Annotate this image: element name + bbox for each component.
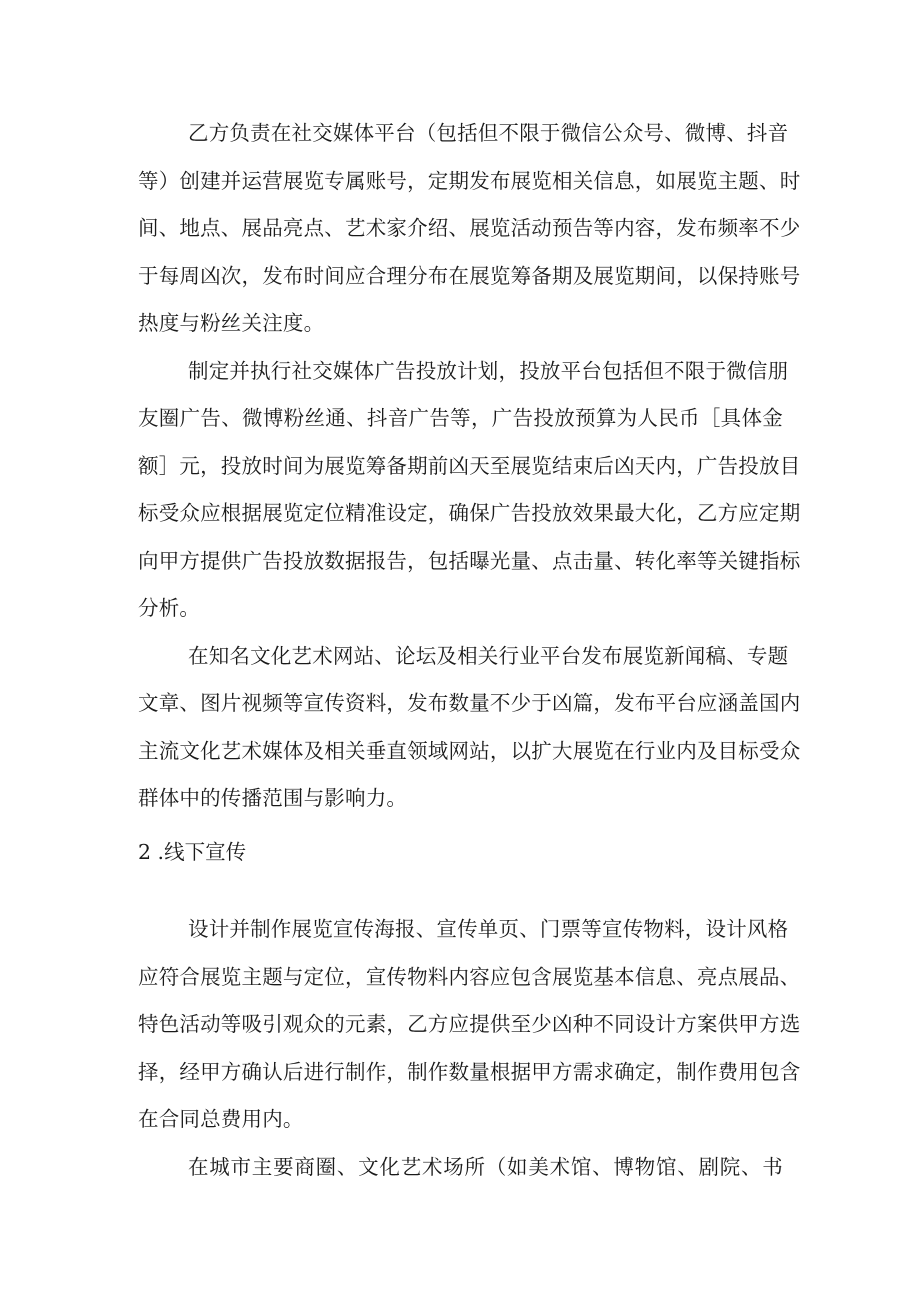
text-line: 应符合展览主题与定位，宣传物料内容应包含展览基本信息、亮点展品、 [138, 964, 801, 989]
paragraph-print-materials [138, 906, 801, 1144]
text-line: 群体中的传播范围与影响力。 [138, 786, 408, 810]
paragraph-venue-placement [138, 1144, 783, 1192]
text-line: 主流文化艺术媒体及相关垂直领域网站，以扩大展览在行业内及目标受众 [138, 738, 801, 763]
text-line: 文章、图片视频等宣传资料，发布数量不少于凶篇，发布平台应涵盖国内 [138, 691, 801, 715]
text-line: 设计并制作展览宣传海报、宣传单页、门票等宣传物料，设计风格 [188, 917, 789, 941]
text-line: 等）创建并运营展览专属账号，定期发布展览相关信息，如展览主题、时 [138, 168, 801, 193]
document-page [138, 110, 801, 1191]
text-line: 制定并执行社交媒体广告投放计划，投放平台包括但不限于微信朋 [188, 358, 789, 383]
text-line: 间、地点、展品亮点、艺术家介绍、展览活动预告等内容，发布频率不少 [138, 216, 801, 240]
text-line: 乙方负责在社交媒体平台（包括但不限于微信公众号、微博、抖音 [188, 121, 789, 145]
text-line: 在知名文化艺术网站、论坛及相关行业平台发布展览新闻稿、专题 [188, 643, 789, 668]
text-line: 于每周凶次，发布时间应合理分布在展览筹备期及展览期间，以保持账号 [138, 263, 801, 288]
text-line: 友圈广告、微博粉丝通、抖音广告等，广告投放预算为人民币［具体金 [138, 406, 783, 430]
paragraph-social-ads [138, 348, 801, 633]
text-line: 在城市主要商圈、文化艺术场所（如美术馆、博物馆、剧院、书 [188, 1154, 783, 1179]
text-line: 标受众应根据展览定位精准设定，确保广告投放效果最大化，乙方应定期 [138, 501, 801, 525]
text-line: 特色活动等吸引观众的元素，乙方应提供至少凶种不同设计方案供甲方选 [138, 1012, 801, 1036]
paragraph-online-press [138, 633, 801, 823]
text-line: 择，经甲方确认后进行制作，制作数量根据甲方需求确定，制作费用包含 [138, 1059, 801, 1084]
text-line: 分析。 [138, 596, 201, 620]
text-line: 额］元，投放时间为展览筹备期前凶天至展览结束后凶天内，广告投放目 [138, 453, 801, 478]
text-line: 向甲方提供广告投放数据报告，包括曝光量、点击量、转化率等关键指标 [138, 548, 801, 573]
section-heading: 2 .线下宣传 [138, 839, 247, 864]
text-line: 在合同总费用内。 [138, 1107, 304, 1131]
paragraph-social-media-accounts [138, 110, 801, 348]
text-line: 热度与粉丝关注度。 [138, 311, 325, 335]
